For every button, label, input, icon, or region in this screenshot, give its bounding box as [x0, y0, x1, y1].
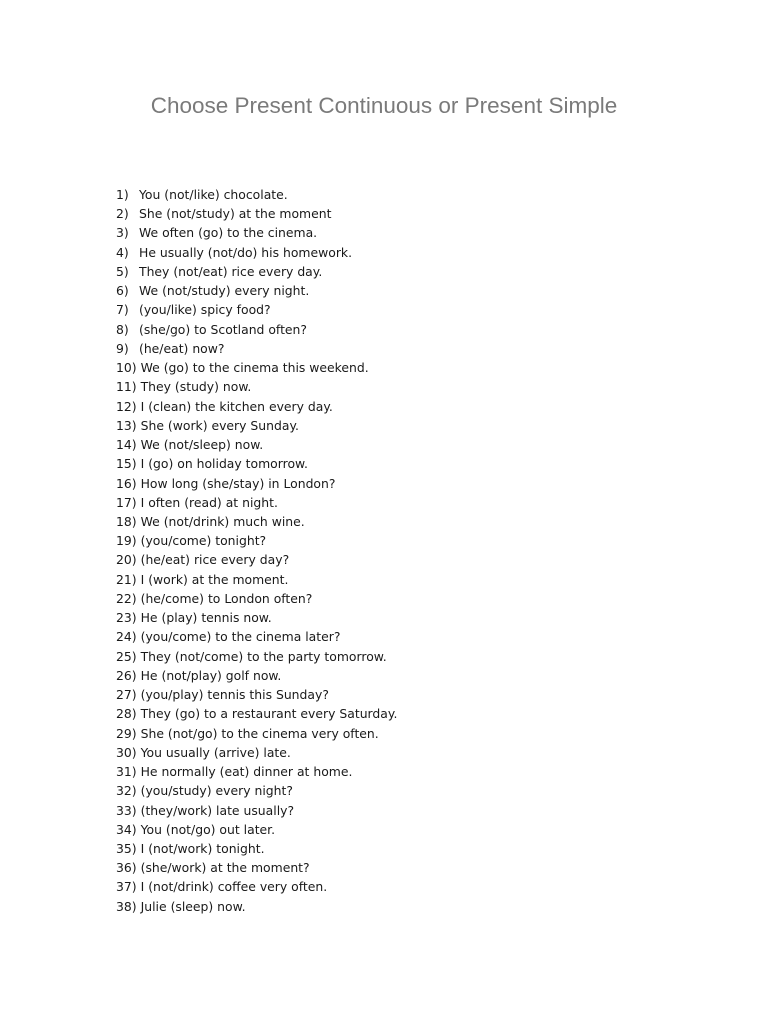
list-item [116, 608, 397, 627]
item-text: We (not/sleep) now. [140, 437, 264, 453]
item-text: How long (she/stay) in London? [140, 475, 336, 491]
list-item [116, 801, 397, 820]
list-item [116, 724, 397, 743]
list-item [116, 377, 397, 396]
list-item [116, 281, 397, 300]
item-number: 26) [116, 667, 137, 683]
item-number: 15) [116, 456, 137, 472]
item-number: 24) [116, 629, 137, 645]
list-item [116, 589, 397, 608]
item-number: 30) [116, 744, 137, 760]
item-number: 3) [116, 225, 129, 241]
list-item [116, 781, 397, 800]
list-item [116, 358, 397, 377]
item-text: They (not/eat) rice every day. [139, 263, 323, 279]
item-number: 9) [116, 340, 129, 356]
list-item [116, 320, 397, 339]
item-text: We (go) to the cinema this weekend. [140, 360, 369, 376]
item-number: 36) [116, 860, 137, 876]
item-number: 2) [116, 206, 129, 222]
list-item [116, 550, 397, 569]
list-item [116, 435, 397, 454]
item-number: 5) [116, 263, 129, 279]
item-text: I (not/drink) coffee very often. [140, 879, 328, 895]
item-text: (he/eat) now? [139, 340, 225, 356]
item-number: 1) [116, 187, 129, 202]
item-text: We often (go) to the cinema. [139, 225, 318, 241]
list-item [116, 493, 397, 512]
item-number: 22) [116, 590, 137, 606]
list-item [116, 454, 397, 473]
list-item [116, 627, 397, 646]
item-number: 11) [116, 379, 137, 395]
item-number: 25) [116, 648, 137, 664]
item-text: He usually (not/do) his homework. [139, 244, 353, 260]
item-number: 13) [116, 417, 137, 433]
item-number: 38) [116, 898, 137, 914]
list-item [116, 704, 397, 723]
list-item [116, 185, 397, 204]
item-number: 21) [116, 571, 137, 587]
item-number: 8) [116, 321, 129, 337]
list-item [116, 762, 397, 781]
item-number: 16) [116, 475, 137, 491]
item-text: They (go) to a restaurant every Saturday. [140, 706, 398, 722]
item-text: I often (read) at night. [140, 494, 278, 510]
list-item [116, 204, 397, 223]
item-number: 27) [116, 687, 137, 703]
item-number: 17) [116, 494, 137, 510]
item-text: We (not/drink) much wine. [140, 513, 305, 529]
item-number: 33) [116, 802, 137, 818]
item-text: (you/play) tennis this Sunday? [140, 687, 329, 703]
item-text: (he/eat) rice every day? [140, 552, 290, 568]
item-text: I (not/work) tonight. [140, 840, 265, 856]
item-text: He (play) tennis now. [140, 610, 272, 626]
item-number: 35) [116, 840, 137, 856]
item-number: 19) [116, 533, 137, 549]
item-number: 34) [116, 821, 137, 837]
item-number: 18) [116, 513, 137, 529]
list-item [116, 858, 397, 877]
item-text: You usually (arrive) late. [140, 744, 291, 760]
item-text: Julie (sleep) now. [140, 898, 246, 914]
item-number: 6) [116, 283, 129, 299]
item-text: They (study) now. [140, 379, 252, 395]
item-text: (you/come) tonight? [140, 533, 267, 549]
list-item [116, 877, 397, 896]
list-item [116, 223, 397, 242]
item-number: 31) [116, 764, 137, 780]
list-item [116, 531, 397, 550]
item-number: 23) [116, 610, 137, 626]
item-text: (you/come) to the cinema later? [140, 629, 341, 645]
item-number: 12) [116, 398, 137, 414]
list-item [116, 243, 397, 262]
item-number: 7) [116, 302, 129, 318]
list-item [116, 897, 397, 916]
item-number: 37) [116, 879, 137, 895]
item-number: 32) [116, 783, 137, 799]
exercise-list [116, 185, 397, 916]
item-text: He normally (eat) dinner at home. [140, 764, 353, 780]
item-text: She (work) every Sunday. [140, 417, 299, 433]
item-text: (you/like) spicy food? [139, 302, 271, 318]
item-text: (he/come) to London often? [140, 590, 313, 606]
list-item [116, 820, 397, 839]
item-number: 28) [116, 706, 137, 722]
list-item [116, 474, 397, 493]
list-item [116, 416, 397, 435]
item-text: They (not/come) to the party tomorrow. [140, 648, 387, 664]
item-text: I (work) at the moment. [140, 571, 289, 587]
item-number: 10) [116, 360, 137, 376]
list-item [116, 666, 397, 685]
list-item [116, 647, 397, 666]
list-item [116, 839, 397, 858]
item-number: 20) [116, 552, 137, 568]
item-text: You (not/go) out later. [140, 821, 276, 837]
item-text: I (go) on holiday tomorrow. [140, 456, 308, 472]
list-item [116, 339, 397, 358]
item-text: He (not/play) golf now. [140, 667, 282, 683]
item-number: 29) [116, 725, 137, 741]
list-item [116, 743, 397, 762]
item-text: (they/work) late usually? [140, 802, 295, 818]
item-text: She (not/study) at the moment [139, 206, 332, 222]
list-item [116, 300, 397, 319]
item-number: 4) [116, 244, 129, 260]
page-title: Choose Present Continuous or Present Simple [150, 93, 618, 118]
list-item [116, 512, 397, 531]
list-item [116, 570, 397, 589]
item-text: She (not/go) to the cinema very often. [140, 725, 379, 741]
item-text: (she/work) at the moment? [140, 860, 310, 876]
item-text: We (not/study) every night. [139, 283, 310, 299]
list-item [116, 685, 397, 704]
item-text: I (clean) the kitchen every day. [140, 398, 333, 414]
item-text: (she/go) to Scotland often? [139, 321, 307, 337]
list-item [116, 397, 397, 416]
item-text: You (not/like) chocolate. [139, 187, 288, 202]
item-text: (you/study) every night? [140, 783, 293, 799]
item-number: 14) [116, 437, 137, 453]
list-item [116, 262, 397, 281]
